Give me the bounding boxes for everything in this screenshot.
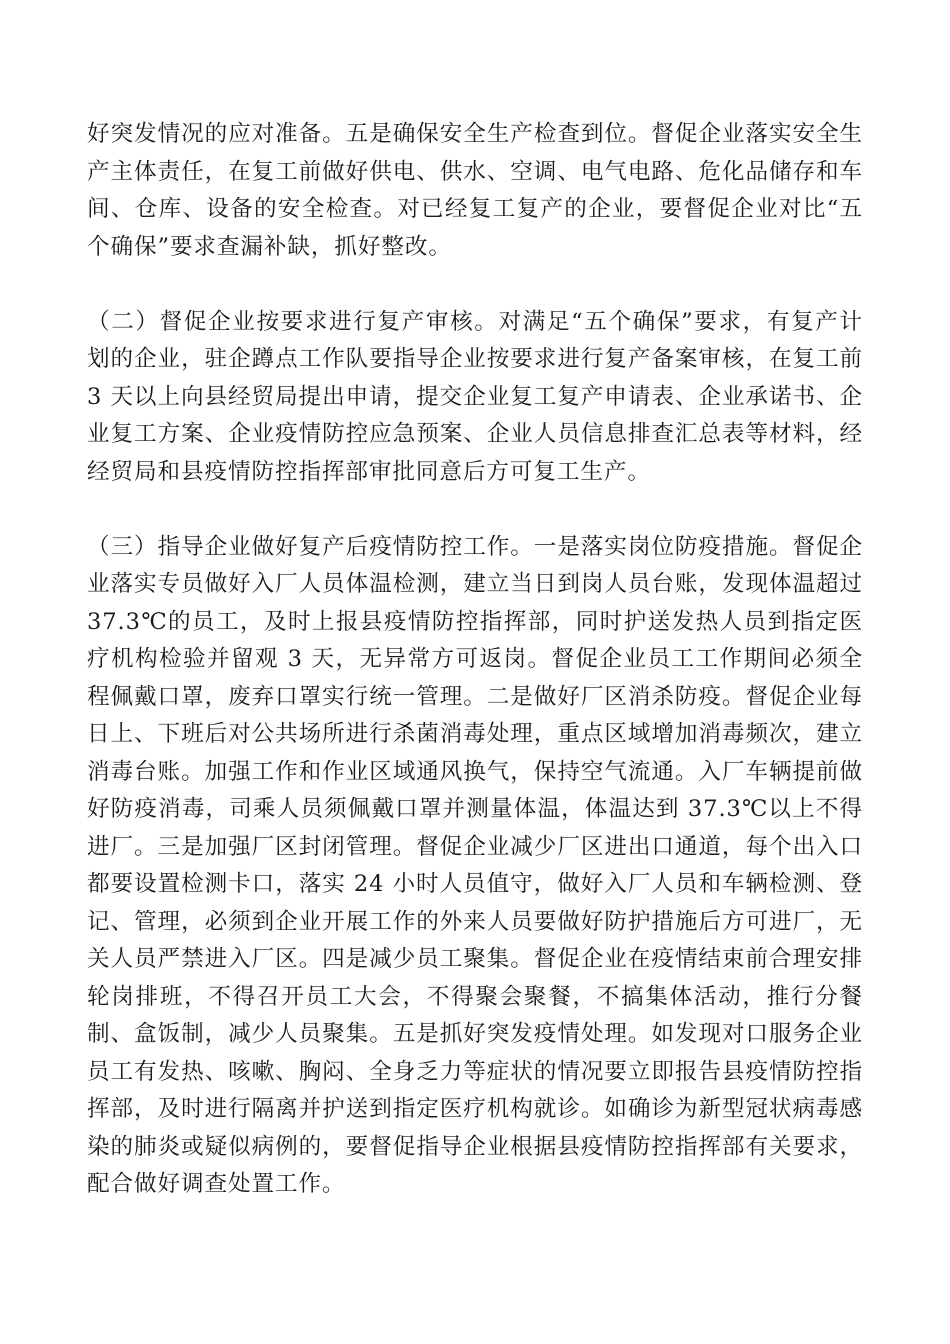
paragraph-safety-check: 好突发情况的应对准备。五是确保安全生产检查到位。督促企业落实安全生产主体责任，在复工前做好供电、供水、空调、电气电路、危化品储存和车间、仓库、设备的安全检查。对已经复工复产的企业，要督促企业对比“五个确保”要求查漏补缺，抓好整改。 (87, 121, 863, 260)
paragraph-gap (87, 491, 863, 529)
paragraph-epidemic-prevention: （三）指导企业做好复产后疫情防控工作。一是落实岗位防疫措施。督促企业落实专员做好入厂人员体温检测，建立当日到岗人员台账，发现体温超过 37.3℃的员工，及时上报县疫情防控指挥部，同时护送发热人员到指定医疗机构检验并留观 3 天，无异常方可返岗。督促企业员工工作期间必须全程佩戴口罩，废弃口罩实行统一管理。二是做好厂区消杀防疫。督促企业每日上、下班后对公共场所进行杀菌消毒处理，重点区域增加消毒频次，建立消毒台账。加强工作和作业区域通风换气，保持空气流通。入厂车辆提前做好防疫消毒，司乘人员须佩戴口罩并测量体温，体温达到 37.3℃以上不得进厂。三是加强厂区封闭管理。督促企业减少厂区进出口通道，每个出入口都要设置检测卡口，落实 24 小时人员值守，做好入厂人员和车辆检测、登记、管理，必须到企业开展工作的外来人员要做好防护措施后方可进厂，无关人员严禁进入厂区。四是减少员工聚集。督促企业在疫情结束前合理安排轮岗排班，不得召开员工大会，不得聚会聚餐，不搞集体活动，推行分餐制、盒饭制，减少人员聚集。五是抓好突发疫情处理。如发现对口服务企业员工有发热、咳嗽、胸闷、全身乏力等症状的情况要立即报告县疫情防控指挥部，及时进行隔离并护送到指定医疗机构就诊。如确诊为新型冠状病毒感染的肺炎或疑似病例的，要督促指导企业根据县疫情防控指挥部有关要求，配合做好调查处置工作。 (87, 533, 863, 1197)
document-body (87, 116, 863, 1204)
paragraph-review: （二）督促企业按要求进行复产审核。对满足“五个确保”要求，有复产计划的企业，驻企蹲点工作队要指导企业按要求进行复产备案审核，在复工前 3 天以上向县经贸局提出申请，提交企业复工复产申请表、企业承诺书、企业复工方案、企业疫情防控应急预案、企业人员信息排查汇总表等材料，经经贸局和县疫情防控指挥部审批同意后方可复工生产。 (87, 308, 863, 485)
paragraph-gap (87, 266, 863, 304)
